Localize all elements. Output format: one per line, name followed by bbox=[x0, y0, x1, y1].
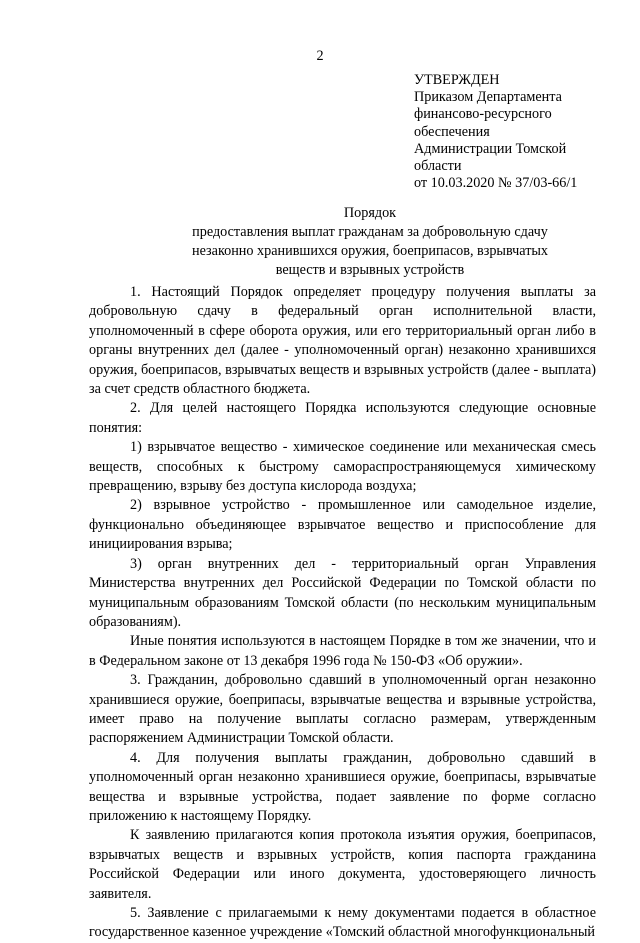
approval-line: УТВЕРЖДЕН bbox=[414, 72, 500, 88]
title-line: незаконно хранившихся оружия, боеприпасов, взрывчатых bbox=[191, 243, 549, 259]
paragraph: 2. Для целей настоящего Порядка используются следующие основные понятия: bbox=[89, 400, 596, 436]
approval-line: обеспечения bbox=[414, 123, 490, 140]
paragraph: 2) взрывное устройство - промышленное или самодельное изделие, функционально объединяющее взрывчатое вещество и приспособление для инициирования взрыва; bbox=[89, 497, 596, 553]
paragraph: 1. Настоящий Порядок определяет процедуру получения выплаты за добровольную сдачу в федеральный орган исполнительной власти, уполномоченный в сфере оборота оружия, или его территориальный орган либо в органы внутренних дел (далее - уполномоченный орган) незаконно хранившихся оружия, боеприпасов, взрывчатых веществ и взрывных устройств (далее - выплата) за счет средств областного бюджета. bbox=[89, 284, 596, 398]
paragraph: 3. Гражданин, добровольно сдавший в уполномоченный орган незаконно хранившиеся оружие, боеприпасы, взрывчатые вещества и взрывные устройства, имеет право на получение выплаты согласно размерам, утвержденным распоряжением Администрации Томской области. bbox=[89, 672, 596, 747]
paragraph: 4. Для получения выплаты гражданин, добровольно сдавший в уполномоченный орган незаконно хранившиеся оружие, боеприпасы, взрывчатые вещества и взрывные устройства, подает заявление по форме согласно приложению к настоящему Порядку. bbox=[89, 749, 596, 824]
paragraph: К заявлению прилагаются копия протокола изъятия оружия, боеприпасов, взрывчатых веществ и взрывных устройств, копия паспорта гражданина Российской Федерации или иного документа, удостоверяющего личность заявителя. bbox=[89, 827, 596, 902]
document-body bbox=[89, 283, 596, 943]
approval-line: финансово-ресурсного bbox=[414, 106, 552, 123]
paragraph: 5. Заявление с прилагаемыми к нему документами подается в областное государственное казенное учреждение «Томский областной многофункциональный bbox=[89, 905, 596, 941]
approval-line: Приказом Департамента bbox=[414, 89, 562, 106]
paragraph: Иные понятия используются в настоящем Порядке в том же значении, что и в Федеральном законе от 13 декабря 1996 года № 150-ФЗ «Об оружии». bbox=[89, 633, 596, 669]
approval-line: Администрации Томской bbox=[414, 140, 567, 157]
document-title bbox=[140, 204, 600, 280]
title-line: Порядок bbox=[343, 205, 397, 221]
title-line: веществ и взрывных устройств bbox=[275, 262, 465, 278]
paragraph: 3) орган внутренних дел - территориальный орган Управления Министерства внутренних дел Российской Федерации по Томской области по муниципальным образованиям Томской области (по нескольким муниципальным образованиям). bbox=[89, 555, 596, 630]
approval-stamp bbox=[414, 72, 604, 192]
paragraph: 1) взрывчатое вещество - химическое соединение или механическая смесь веществ, способных к быстрому самораспространяющемуся химическому превращению, взрыву без доступа кислорода воздуха; bbox=[89, 439, 596, 495]
title-line: предоставления выплат гражданам за добровольную сдачу bbox=[192, 224, 548, 240]
approval-line: области bbox=[414, 158, 462, 175]
approval-line: от 10.03.2020 № 37/03-66/1 bbox=[414, 175, 578, 192]
page-number: 2 bbox=[316, 48, 324, 64]
